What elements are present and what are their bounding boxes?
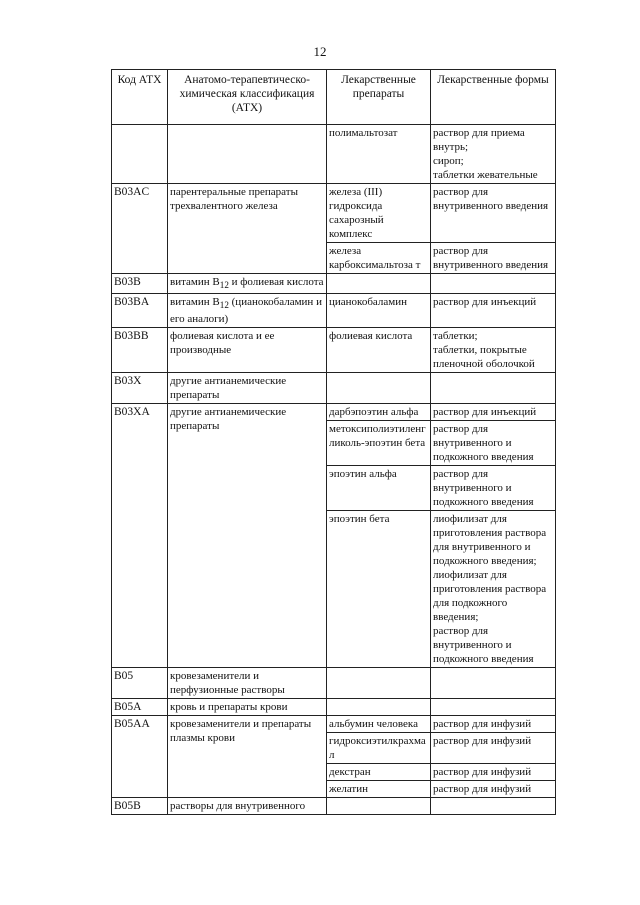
subscript-text: 12	[219, 300, 229, 311]
dosage-form-cell: раствор для инъекций	[431, 294, 556, 328]
dosage-form-cell	[431, 373, 556, 404]
classification-cell	[168, 294, 327, 328]
table-row	[112, 274, 556, 294]
atx-code-cell: B05	[112, 668, 168, 699]
classification-cell	[168, 274, 327, 294]
dosage-form-cell	[431, 798, 556, 815]
dosage-form-cell: раствор для внутривенного введения	[431, 243, 556, 274]
header-code: Код АТХ	[112, 70, 168, 125]
page-number: 12	[313, 44, 327, 59]
classification-text: (цианокобаламин и его аналоги)	[170, 296, 322, 326]
classification-cell: кровезаменители и препараты плазмы крови	[168, 716, 327, 798]
drug-cell: фолиевая кислота	[327, 328, 431, 373]
drug-cell: железа карбоксимальтоза т	[327, 243, 431, 274]
drug-cell: альбумин человека	[327, 716, 431, 733]
drug-cell: полимальтозат	[327, 125, 431, 184]
dosage-form-cell: раствор для инфузий	[431, 781, 556, 798]
table-row	[112, 294, 556, 328]
atx-code-cell: B03BA	[112, 294, 168, 328]
header-drugs: Лекарственные препараты	[327, 70, 431, 125]
classification-cell: растворы для внутривенного	[168, 798, 327, 815]
dosage-form-cell: раствор для внутривенного и подкожного введения	[431, 466, 556, 511]
classification-text: витамин B	[170, 276, 220, 288]
dosage-form-cell: раствор для инфузий	[431, 716, 556, 733]
table-row	[112, 125, 556, 184]
table-row	[112, 404, 556, 421]
dosage-form-cell: раствор для инфузий	[431, 764, 556, 781]
table-row	[112, 699, 556, 716]
dosage-form-cell: раствор для инфузий	[431, 733, 556, 764]
drug-cell: железа (III) гидроксида сахарозный комплекс	[327, 184, 431, 243]
classification-cell: другие антианемические препараты	[168, 404, 327, 668]
table-row	[112, 328, 556, 373]
atx-code-cell: B05AA	[112, 716, 168, 798]
atx-code-cell: B03B	[112, 274, 168, 294]
table-row	[112, 184, 556, 243]
atx-code-cell: B03XA	[112, 404, 168, 668]
drug-cell: декстран	[327, 764, 431, 781]
classification-cell	[168, 125, 327, 184]
drug-cell: гидроксиэтилкрахмал	[327, 733, 431, 764]
drug-cell	[327, 668, 431, 699]
table-row	[112, 668, 556, 699]
atx-code-cell: B05B	[112, 798, 168, 815]
drug-cell	[327, 274, 431, 294]
dosage-form-cell: раствор для внутривенного введения	[431, 184, 556, 243]
drug-cell	[327, 373, 431, 404]
classification-cell: кровезаменители и перфузионные растворы	[168, 668, 327, 699]
dosage-form-cell: таблетки; таблетки, покрытые пленочной оболочкой	[431, 328, 556, 373]
drug-cell: эпоэтин альфа	[327, 466, 431, 511]
atx-code-cell: B05A	[112, 699, 168, 716]
drug-cell: дарбэпоэтин альфа	[327, 404, 431, 421]
table-row	[112, 373, 556, 404]
dosage-form-cell	[431, 699, 556, 716]
header-classification: Анатомо-терапевтическо-химическая классификация (АТХ)	[168, 70, 327, 125]
drug-cell: эпоэтин бета	[327, 511, 431, 668]
dosage-form-cell	[431, 668, 556, 699]
classification-cell: другие антианемические препараты	[168, 373, 327, 404]
atx-code-cell: B03AC	[112, 184, 168, 274]
atx-code-cell	[112, 125, 168, 184]
classification-cell: парентеральные препараты трехвалентного железа	[168, 184, 327, 274]
table-row	[112, 716, 556, 733]
atx-code-cell: B03BB	[112, 328, 168, 373]
dosage-form-cell: раствор для приема внутрь; сироп; таблетки жевательные	[431, 125, 556, 184]
dosage-form-cell: раствор для инъекций	[431, 404, 556, 421]
drug-cell: желатин	[327, 781, 431, 798]
classification-text: витамин B	[170, 296, 220, 309]
drug-cell: метоксиполиэтиленгликоль-эпоэтин бета	[327, 421, 431, 466]
classification-cell: фолиевая кислота и ее производные	[168, 328, 327, 373]
table-header-row	[112, 70, 556, 125]
drug-cell	[327, 798, 431, 815]
dosage-form-cell	[431, 274, 556, 294]
classification-cell: кровь и препараты крови	[168, 699, 327, 716]
table-row	[112, 798, 556, 815]
subscript-text: 12	[219, 280, 229, 291]
header-forms: Лекарственные формы	[431, 70, 556, 125]
drug-cell	[327, 699, 431, 716]
drug-cell: цианокобаламин	[327, 294, 431, 328]
classification-text: и фолиевая кислота	[228, 276, 324, 288]
atx-code-cell: B03X	[112, 373, 168, 404]
dosage-form-cell: лиофилизат для приготовления раствора для внутривенного и подкожного введения; лиофилизат для приготовления раствора для подкожного введения; раствор для внутривенного и подкожного введения	[431, 511, 556, 668]
atx-table	[111, 69, 556, 815]
dosage-form-cell: раствор для внутривенного и подкожного введения	[431, 421, 556, 466]
